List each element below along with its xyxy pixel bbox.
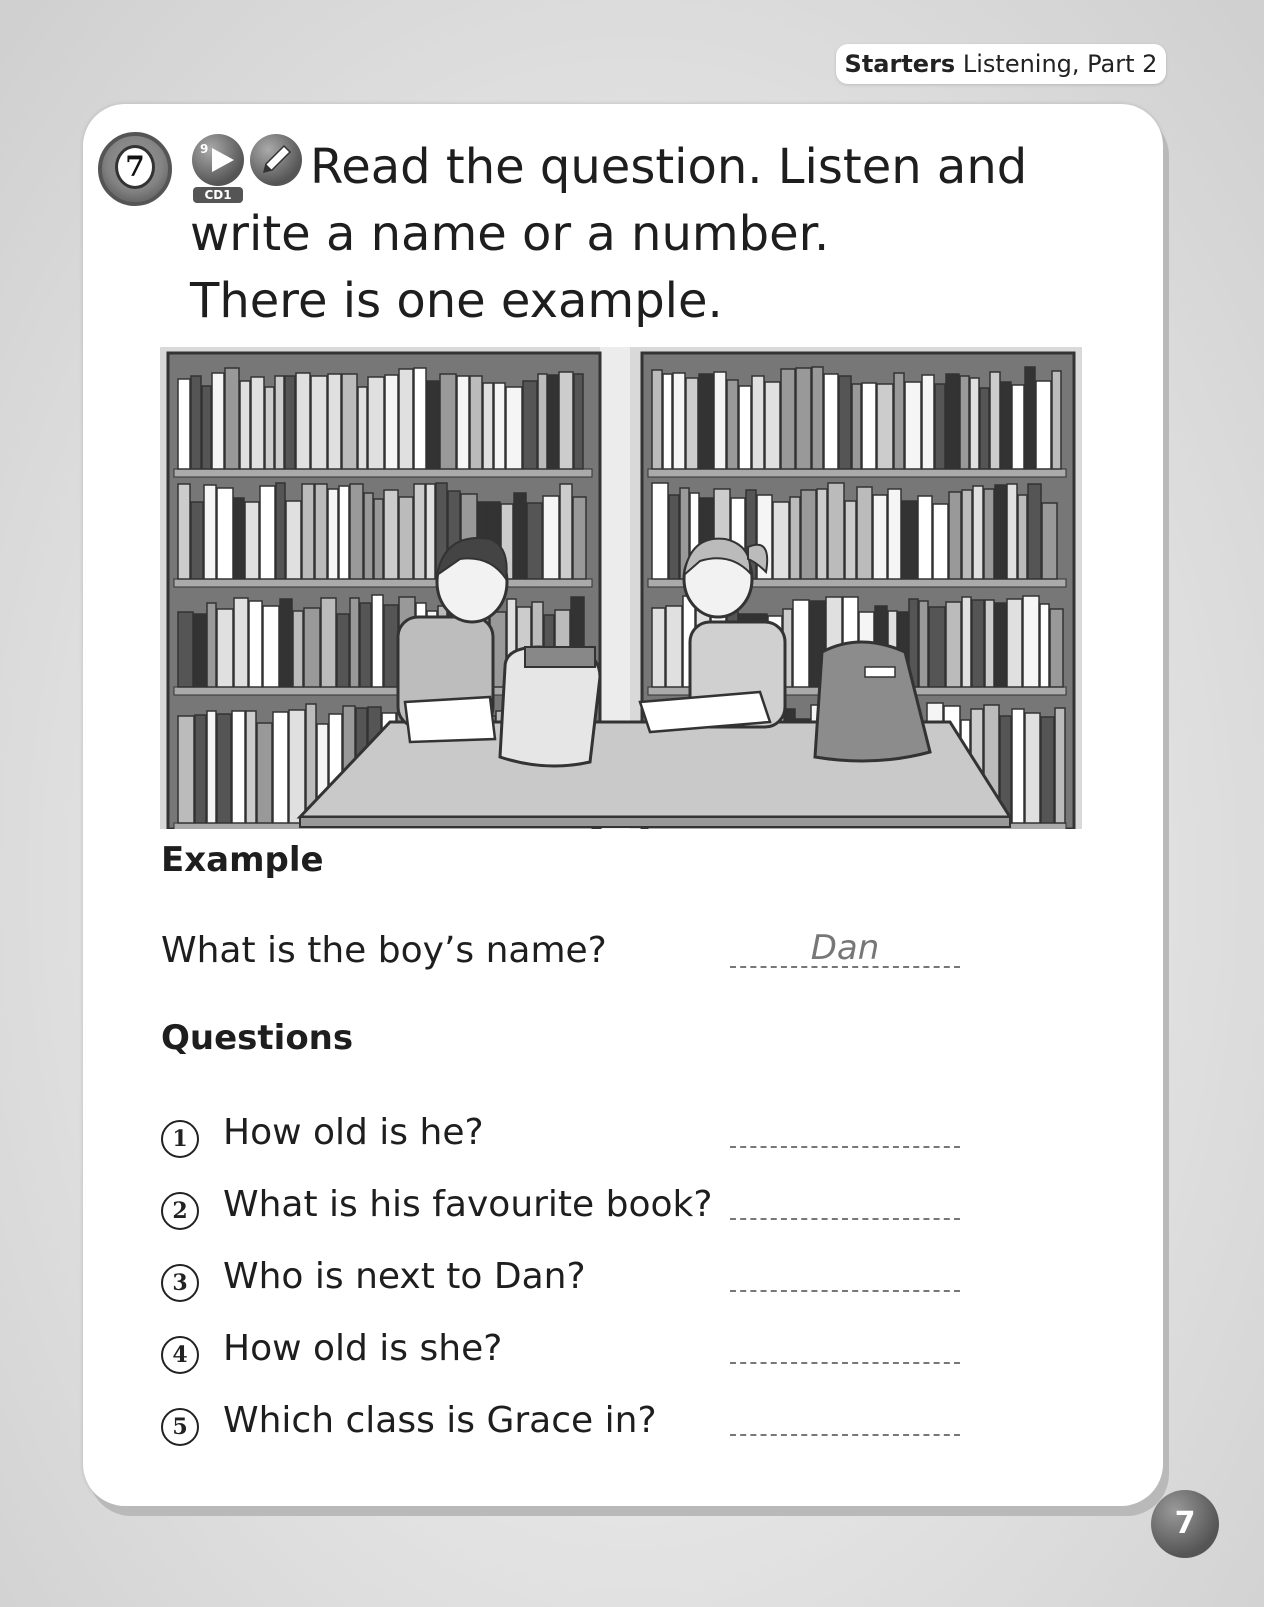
task-number-badge <box>98 132 172 206</box>
track-number: 9 <box>200 142 209 156</box>
task-instructions <box>190 134 1090 335</box>
question-number: 3 <box>161 1264 199 1302</box>
question-text: What is his favourite book? <box>223 1184 713 1225</box>
answer-line-2[interactable] <box>730 1218 960 1220</box>
question-number: 2 <box>161 1192 199 1230</box>
cd-label: CD1 <box>193 187 243 203</box>
task-number: 7 <box>115 145 155 189</box>
answer-line-1[interactable] <box>730 1146 960 1148</box>
example-answer-line <box>730 966 960 968</box>
question-text: How old is he? <box>223 1112 484 1153</box>
answer-line-4[interactable] <box>730 1362 960 1364</box>
questions-heading: Questions <box>161 1018 354 1058</box>
library-illustration <box>160 347 1082 829</box>
answer-line-5[interactable] <box>730 1434 960 1436</box>
example-question: What is the boy’s name? <box>161 930 607 971</box>
question-text: How old is she? <box>223 1328 503 1369</box>
instruction-line: write a name or a number. <box>190 206 830 262</box>
question-number: 1 <box>161 1120 199 1158</box>
instruction-line: There is one example. <box>190 273 723 329</box>
instruction-line: Read the question. Listen and <box>310 139 1028 195</box>
example-heading: Example <box>161 840 324 880</box>
answer-line-3[interactable] <box>730 1290 960 1292</box>
series-label: Starters <box>844 50 956 78</box>
question-text: Which class is Grace in? <box>223 1400 657 1441</box>
question-text: Who is next to Dan? <box>223 1256 586 1297</box>
page-number: 7 <box>1151 1490 1219 1558</box>
question-number: 4 <box>161 1336 199 1374</box>
section-label: Listening, Part 2 <box>962 50 1158 78</box>
section-header-tab <box>836 44 1166 84</box>
example-answer: Dan <box>810 928 880 968</box>
question-number: 5 <box>161 1408 199 1446</box>
